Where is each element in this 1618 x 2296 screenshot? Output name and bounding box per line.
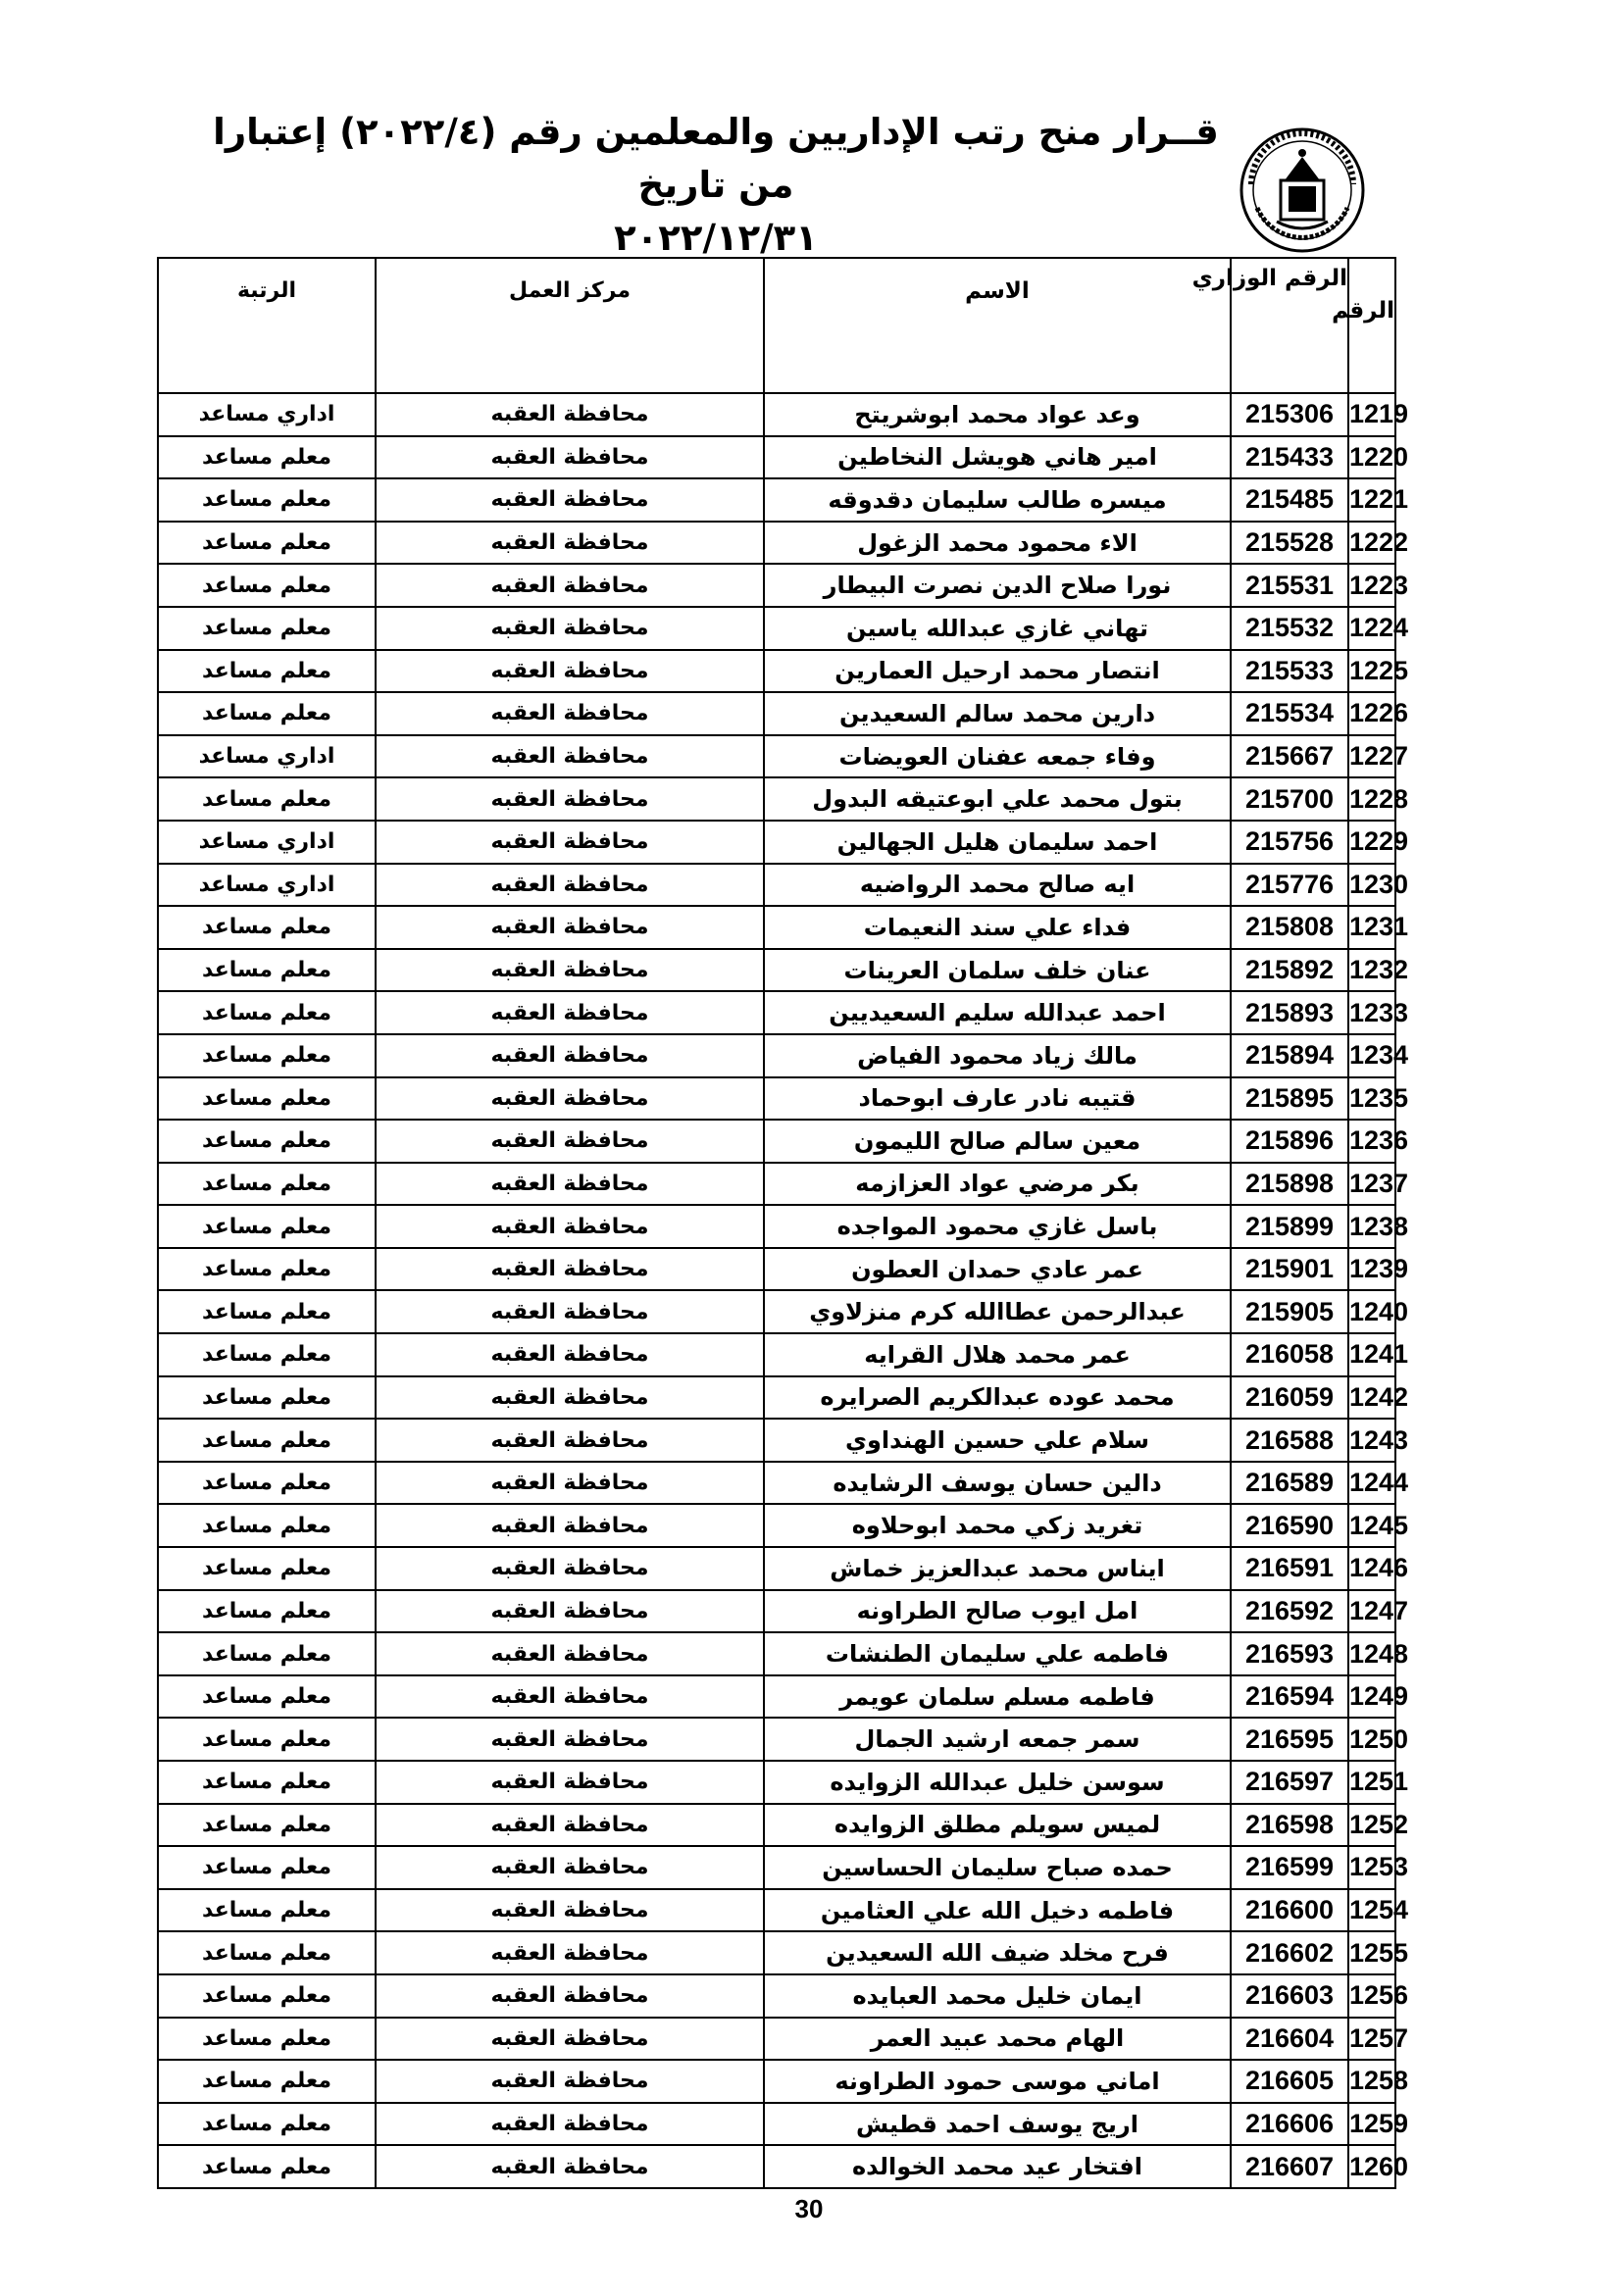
cell-no: 1257 bbox=[1348, 2018, 1395, 2061]
cell-work-center: محافظة العقبه bbox=[376, 821, 764, 864]
cell-ministerial-no: 215531 bbox=[1231, 564, 1348, 607]
cell-ministerial-no: 215895 bbox=[1231, 1077, 1348, 1121]
cell-work-center: محافظة العقبه bbox=[376, 1718, 764, 1761]
cell-rank: معلم مساعد bbox=[158, 1974, 376, 2018]
cell-ministerial-no: 216603 bbox=[1231, 1974, 1348, 2018]
cell-work-center: محافظة العقبه bbox=[376, 735, 764, 778]
cell-work-center: محافظة العقبه bbox=[376, 906, 764, 949]
cell-name: باسل غازي محمود المواجده bbox=[764, 1205, 1231, 1248]
cell-work-center: محافظة العقبه bbox=[376, 1034, 764, 1077]
cell-no: 1249 bbox=[1348, 1675, 1395, 1719]
cell-no: 1245 bbox=[1348, 1504, 1395, 1547]
table-row bbox=[158, 1462, 1395, 1505]
table-row bbox=[158, 1376, 1395, 1420]
cell-name: عبدالرحمن عطاالله كرم منزلاوي bbox=[764, 1290, 1231, 1333]
cell-work-center: محافظة العقبه bbox=[376, 1889, 764, 1932]
cell-name: فاطمه علي سليمان الطنشات bbox=[764, 1632, 1231, 1675]
cell-ministerial-no: 216606 bbox=[1231, 2103, 1348, 2146]
cell-no: 1255 bbox=[1348, 1931, 1395, 1974]
cell-work-center: محافظة العقبه bbox=[376, 1590, 764, 1633]
cell-ministerial-no: 216598 bbox=[1231, 1804, 1348, 1847]
cell-work-center: محافظة العقبه bbox=[376, 991, 764, 1034]
cell-rank: معلم مساعد bbox=[158, 2103, 376, 2146]
cell-no: 1233 bbox=[1348, 991, 1395, 1034]
cell-no: 1219 bbox=[1348, 393, 1395, 436]
table-row bbox=[158, 1205, 1395, 1248]
cell-name: عمر عادي حمدان العطون bbox=[764, 1248, 1231, 1291]
cell-work-center: محافظة العقبه bbox=[376, 1205, 764, 1248]
cell-name: ايه صالح محمد الرواضيه bbox=[764, 864, 1231, 907]
cell-rank: معلم مساعد bbox=[158, 478, 376, 522]
table-row bbox=[158, 2060, 1395, 2103]
cell-work-center: محافظة العقبه bbox=[376, 2103, 764, 2146]
cell-ministerial-no: 216059 bbox=[1231, 1376, 1348, 1420]
cell-ministerial-no: 215306 bbox=[1231, 393, 1348, 436]
cell-work-center: محافظة العقبه bbox=[376, 1419, 764, 1462]
cell-work-center: محافظة العقبه bbox=[376, 1248, 764, 1291]
cell-no: 1256 bbox=[1348, 1974, 1395, 2018]
cell-name: ميسره طالب سليمان دقدوقه bbox=[764, 478, 1231, 522]
cell-work-center: محافظة العقبه bbox=[376, 1931, 764, 1974]
cell-rank: معلم مساعد bbox=[158, 1846, 376, 1889]
table-row bbox=[158, 821, 1395, 864]
cell-work-center: محافظة العقبه bbox=[376, 2145, 764, 2188]
table-row bbox=[158, 650, 1395, 693]
table-row bbox=[158, 478, 1395, 522]
cell-no: 1254 bbox=[1348, 1889, 1395, 1932]
cell-work-center: محافظة العقبه bbox=[376, 692, 764, 735]
table-row bbox=[158, 777, 1395, 821]
cell-ministerial-no: 216595 bbox=[1231, 1718, 1348, 1761]
cell-work-center: محافظة العقبه bbox=[376, 1804, 764, 1847]
cell-no: 1250 bbox=[1348, 1718, 1395, 1761]
cell-ministerial-no: 215899 bbox=[1231, 1205, 1348, 1248]
table-row bbox=[158, 522, 1395, 565]
table-row bbox=[158, 1333, 1395, 1376]
cell-name: ايناس محمد عبدالعزيز خماش bbox=[764, 1547, 1231, 1590]
table-row bbox=[158, 1547, 1395, 1590]
cell-name: اماني موسى حمود الطراونه bbox=[764, 2060, 1231, 2103]
table-row bbox=[158, 1290, 1395, 1333]
cell-rank: معلم مساعد bbox=[158, 1889, 376, 1932]
cell-rank: معلم مساعد bbox=[158, 1761, 376, 1804]
promotions-table-container bbox=[157, 257, 1409, 2181]
cell-rank: معلم مساعد bbox=[158, 2018, 376, 2061]
cell-name: احمد عبدالله سليم السعيديين bbox=[764, 991, 1231, 1034]
cell-name: معين سالم صالح الليمون bbox=[764, 1120, 1231, 1163]
cell-ministerial-no: 216592 bbox=[1231, 1590, 1348, 1633]
cell-work-center: محافظة العقبه bbox=[376, 777, 764, 821]
cell-no: 1224 bbox=[1348, 607, 1395, 650]
cell-rank: معلم مساعد bbox=[158, 1290, 376, 1333]
cell-no: 1222 bbox=[1348, 522, 1395, 565]
cell-rank: معلم مساعد bbox=[158, 1163, 376, 1206]
table-row bbox=[158, 1120, 1395, 1163]
cell-ministerial-no: 216590 bbox=[1231, 1504, 1348, 1547]
cell-ministerial-no: 216058 bbox=[1231, 1333, 1348, 1376]
cell-work-center: محافظة العقبه bbox=[376, 564, 764, 607]
cell-rank: معلم مساعد bbox=[158, 607, 376, 650]
cell-name: نورا صلاح الدين نصرت البيطار bbox=[764, 564, 1231, 607]
cell-no: 1237 bbox=[1348, 1163, 1395, 1206]
cell-ministerial-no: 216588 bbox=[1231, 1419, 1348, 1462]
cell-work-center: محافظة العقبه bbox=[376, 2060, 764, 2103]
table-row bbox=[158, 949, 1395, 992]
table-row bbox=[158, 2145, 1395, 2188]
cell-rank: معلم مساعد bbox=[158, 1205, 376, 1248]
table-row bbox=[158, 1761, 1395, 1804]
cell-name: احمد سليمان هليل الجهالين bbox=[764, 821, 1231, 864]
table-row bbox=[158, 1632, 1395, 1675]
table-row bbox=[158, 607, 1395, 650]
header-rank: الرتبة bbox=[158, 258, 376, 393]
table-row bbox=[158, 906, 1395, 949]
cell-work-center: محافظة العقبه bbox=[376, 1846, 764, 1889]
cell-work-center: محافظة العقبه bbox=[376, 1120, 764, 1163]
cell-ministerial-no: 215528 bbox=[1231, 522, 1348, 565]
table-row bbox=[158, 735, 1395, 778]
cell-rank: اداري مساعد bbox=[158, 393, 376, 436]
cell-work-center: محافظة العقبه bbox=[376, 607, 764, 650]
cell-no: 1223 bbox=[1348, 564, 1395, 607]
cell-ministerial-no: 215534 bbox=[1231, 692, 1348, 735]
cell-work-center: محافظة العقبه bbox=[376, 1974, 764, 2018]
cell-name: فاطمه مسلم سلمان عويمر bbox=[764, 1675, 1231, 1719]
cell-ministerial-no: 215893 bbox=[1231, 991, 1348, 1034]
cell-name: بتول محمد علي ابوعتيقه البدول bbox=[764, 777, 1231, 821]
cell-no: 1240 bbox=[1348, 1290, 1395, 1333]
cell-work-center: محافظة العقبه bbox=[376, 1675, 764, 1719]
table-row bbox=[158, 2018, 1395, 2061]
cell-name: دالين حسان يوسف الرشايده bbox=[764, 1462, 1231, 1505]
cell-work-center: محافظة العقبه bbox=[376, 522, 764, 565]
cell-no: 1227 bbox=[1348, 735, 1395, 778]
cell-work-center: محافظة العقبه bbox=[376, 864, 764, 907]
cell-rank: معلم مساعد bbox=[158, 2060, 376, 2103]
cell-name: دارين محمد سالم السعيدين bbox=[764, 692, 1231, 735]
cell-no: 1220 bbox=[1348, 436, 1395, 479]
table-row bbox=[158, 1675, 1395, 1719]
title-line-1: قــرار منح رتب الإداريين والمعلمين رقم (٢٠٢٢/٤) إعتبارا من تاريخ bbox=[213, 111, 1219, 206]
cell-work-center: محافظة العقبه bbox=[376, 1333, 764, 1376]
cell-rank: اداري مساعد bbox=[158, 864, 376, 907]
cell-work-center: محافظة العقبه bbox=[376, 2018, 764, 2061]
cell-no: 1236 bbox=[1348, 1120, 1395, 1163]
cell-name: فداء علي سند النعيمات bbox=[764, 906, 1231, 949]
cell-no: 1241 bbox=[1348, 1333, 1395, 1376]
table-row bbox=[158, 1504, 1395, 1547]
cell-work-center: محافظة العقبه bbox=[376, 1163, 764, 1206]
cell-ministerial-no: 215776 bbox=[1231, 864, 1348, 907]
cell-name: قتيبه نادر عارف ابوحماد bbox=[764, 1077, 1231, 1121]
cell-no: 1235 bbox=[1348, 1077, 1395, 1121]
cell-ministerial-no: 216600 bbox=[1231, 1889, 1348, 1932]
cell-rank: معلم مساعد bbox=[158, 522, 376, 565]
cell-name: حمده صباح سليمان الحساسين bbox=[764, 1846, 1231, 1889]
cell-rank: معلم مساعد bbox=[158, 1931, 376, 1974]
cell-work-center: محافظة العقبه bbox=[376, 1547, 764, 1590]
cell-rank: معلم مساعد bbox=[158, 1034, 376, 1077]
cell-name: تهاني غازي عبدالله ياسين bbox=[764, 607, 1231, 650]
cell-ministerial-no: 215905 bbox=[1231, 1290, 1348, 1333]
cell-name: وفاء جمعه عفنان العويضات bbox=[764, 735, 1231, 778]
table-row bbox=[158, 1804, 1395, 1847]
ministry-seal-emblem bbox=[1238, 125, 1367, 255]
cell-no: 1248 bbox=[1348, 1632, 1395, 1675]
cell-no: 1244 bbox=[1348, 1462, 1395, 1505]
table-header-row bbox=[158, 258, 1395, 393]
cell-rank: معلم مساعد bbox=[158, 564, 376, 607]
table-row bbox=[158, 1419, 1395, 1462]
cell-name: امل ايوب صالح الطراونه bbox=[764, 1590, 1231, 1633]
cell-rank: اداري مساعد bbox=[158, 735, 376, 778]
cell-ministerial-no: 216589 bbox=[1231, 1462, 1348, 1505]
cell-no: 1259 bbox=[1348, 2103, 1395, 2146]
table-row bbox=[158, 436, 1395, 479]
cell-no: 1221 bbox=[1348, 478, 1395, 522]
cell-rank: معلم مساعد bbox=[158, 1333, 376, 1376]
cell-no: 1243 bbox=[1348, 1419, 1395, 1462]
table-row bbox=[158, 1718, 1395, 1761]
cell-no: 1225 bbox=[1348, 650, 1395, 693]
cell-name: محمد عوده عبدالكريم الصرايره bbox=[764, 1376, 1231, 1420]
cell-no: 1251 bbox=[1348, 1761, 1395, 1804]
cell-no: 1252 bbox=[1348, 1804, 1395, 1847]
cell-ministerial-no: 215808 bbox=[1231, 906, 1348, 949]
cell-no: 1242 bbox=[1348, 1376, 1395, 1420]
cell-ministerial-no: 216604 bbox=[1231, 2018, 1348, 2061]
cell-no: 1228 bbox=[1348, 777, 1395, 821]
cell-rank: معلم مساعد bbox=[158, 1632, 376, 1675]
cell-name: لميس سويلم مطلق الزوايده bbox=[764, 1804, 1231, 1847]
cell-ministerial-no: 215485 bbox=[1231, 478, 1348, 522]
cell-work-center: محافظة العقبه bbox=[376, 393, 764, 436]
table-row bbox=[158, 1931, 1395, 1974]
cell-work-center: محافظة العقبه bbox=[376, 650, 764, 693]
cell-rank: معلم مساعد bbox=[158, 1248, 376, 1291]
cell-no: 1246 bbox=[1348, 1547, 1395, 1590]
cell-ministerial-no: 215894 bbox=[1231, 1034, 1348, 1077]
cell-name: سمر جمعه ارشيد الجمال bbox=[764, 1718, 1231, 1761]
table-row bbox=[158, 864, 1395, 907]
cell-name: سوسن خليل عبدالله الزوايده bbox=[764, 1761, 1231, 1804]
cell-name: الهام محمد عبيد العمر bbox=[764, 2018, 1231, 2061]
cell-ministerial-no: 215892 bbox=[1231, 949, 1348, 992]
header-name: الاسم bbox=[764, 258, 1231, 393]
cell-ministerial-no: 215700 bbox=[1231, 777, 1348, 821]
cell-rank: معلم مساعد bbox=[158, 777, 376, 821]
document-title bbox=[196, 106, 1236, 265]
cell-no: 1232 bbox=[1348, 949, 1395, 992]
cell-work-center: محافظة العقبه bbox=[376, 1290, 764, 1333]
table-row bbox=[158, 1590, 1395, 1633]
cell-no: 1229 bbox=[1348, 821, 1395, 864]
table-row bbox=[158, 1248, 1395, 1291]
table-row bbox=[158, 1077, 1395, 1121]
table-row bbox=[158, 1163, 1395, 1206]
cell-rank: معلم مساعد bbox=[158, 1547, 376, 1590]
table-row bbox=[158, 1846, 1395, 1889]
cell-no: 1226 bbox=[1348, 692, 1395, 735]
cell-rank: معلم مساعد bbox=[158, 1718, 376, 1761]
cell-ministerial-no: 215667 bbox=[1231, 735, 1348, 778]
cell-name: بكر مرضي عواد العزازمه bbox=[764, 1163, 1231, 1206]
cell-name: عمر محمد هلال القرايه bbox=[764, 1333, 1231, 1376]
cell-ministerial-no: 216607 bbox=[1231, 2145, 1348, 2188]
table-row bbox=[158, 564, 1395, 607]
table-row bbox=[158, 393, 1395, 436]
cell-name: افتخار عيد محمد الخوالده bbox=[764, 2145, 1231, 2188]
cell-no: 1231 bbox=[1348, 906, 1395, 949]
cell-rank: معلم مساعد bbox=[158, 1419, 376, 1462]
cell-work-center: محافظة العقبه bbox=[376, 478, 764, 522]
cell-name: اريج يوسف احمد قطيش bbox=[764, 2103, 1231, 2146]
cell-work-center: محافظة العقبه bbox=[376, 1504, 764, 1547]
table-row bbox=[158, 2103, 1395, 2146]
cell-work-center: محافظة العقبه bbox=[376, 1632, 764, 1675]
cell-ministerial-no: 216593 bbox=[1231, 1632, 1348, 1675]
cell-no: 1239 bbox=[1348, 1248, 1395, 1291]
cell-no: 1253 bbox=[1348, 1846, 1395, 1889]
cell-rank: معلم مساعد bbox=[158, 1376, 376, 1420]
cell-name: الاء محمود محمد الزغول bbox=[764, 522, 1231, 565]
cell-work-center: محافظة العقبه bbox=[376, 436, 764, 479]
cell-ministerial-no: 215433 bbox=[1231, 436, 1348, 479]
cell-ministerial-no: 215756 bbox=[1231, 821, 1348, 864]
cell-rank: معلم مساعد bbox=[158, 1504, 376, 1547]
cell-rank: معلم مساعد bbox=[158, 991, 376, 1034]
cell-no: 1247 bbox=[1348, 1590, 1395, 1633]
header-ministerial-no: الرقم الوزاري bbox=[1231, 258, 1348, 393]
cell-rank: معلم مساعد bbox=[158, 692, 376, 735]
cell-rank: معلم مساعد bbox=[158, 1675, 376, 1719]
cell-rank: معلم مساعد bbox=[158, 1804, 376, 1847]
cell-name: عنان خلف سلمان العرينات bbox=[764, 949, 1231, 992]
title-line-2: ٢٠٢٢/١٢/٣١ bbox=[614, 217, 818, 259]
cell-name: سلام علي حسين الهنداوي bbox=[764, 1419, 1231, 1462]
cell-ministerial-no: 216599 bbox=[1231, 1846, 1348, 1889]
cell-no: 1238 bbox=[1348, 1205, 1395, 1248]
cell-name: امير هاني هويشل النخاطين bbox=[764, 436, 1231, 479]
cell-rank: معلم مساعد bbox=[158, 1120, 376, 1163]
table-row bbox=[158, 991, 1395, 1034]
cell-rank: معلم مساعد bbox=[158, 1590, 376, 1633]
cell-name: تغريد زكي محمد ابوحلاوه bbox=[764, 1504, 1231, 1547]
cell-work-center: محافظة العقبه bbox=[376, 949, 764, 992]
cell-ministerial-no: 216602 bbox=[1231, 1931, 1348, 1974]
table-row bbox=[158, 692, 1395, 735]
cell-ministerial-no: 215898 bbox=[1231, 1163, 1348, 1206]
cell-ministerial-no: 215896 bbox=[1231, 1120, 1348, 1163]
cell-ministerial-no: 215532 bbox=[1231, 607, 1348, 650]
cell-name: ايمان خليل محمد العبايده bbox=[764, 1974, 1231, 2018]
cell-no: 1234 bbox=[1348, 1034, 1395, 1077]
cell-rank: معلم مساعد bbox=[158, 1077, 376, 1121]
table-body bbox=[158, 393, 1409, 2188]
cell-rank: معلم مساعد bbox=[158, 906, 376, 949]
cell-ministerial-no: 215901 bbox=[1231, 1248, 1348, 1291]
cell-rank: معلم مساعد bbox=[158, 650, 376, 693]
cell-ministerial-no: 216597 bbox=[1231, 1761, 1348, 1804]
cell-name: فرح مخلد ضيف الله السعيدين bbox=[764, 1931, 1231, 1974]
promotions-table bbox=[157, 257, 1409, 2189]
cell-no: 1258 bbox=[1348, 2060, 1395, 2103]
cell-ministerial-no: 216605 bbox=[1231, 2060, 1348, 2103]
cell-rank: معلم مساعد bbox=[158, 949, 376, 992]
cell-rank: معلم مساعد bbox=[158, 2145, 376, 2188]
cell-work-center: محافظة العقبه bbox=[376, 1077, 764, 1121]
page-number: 30 bbox=[794, 2194, 824, 2223]
table-row bbox=[158, 1974, 1395, 2018]
cell-work-center: محافظة العقبه bbox=[376, 1761, 764, 1804]
cell-no: 1230 bbox=[1348, 864, 1395, 907]
cell-no: 1260 bbox=[1348, 2145, 1395, 2188]
table-row bbox=[158, 1034, 1395, 1077]
header-work-center: مركز العمل bbox=[376, 258, 764, 393]
cell-rank: معلم مساعد bbox=[158, 1462, 376, 1505]
cell-ministerial-no: 215533 bbox=[1231, 650, 1348, 693]
cell-ministerial-no: 216591 bbox=[1231, 1547, 1348, 1590]
cell-rank: معلم مساعد bbox=[158, 436, 376, 479]
cell-work-center: محافظة العقبه bbox=[376, 1376, 764, 1420]
cell-name: وعد عواد محمد ابوشريتح bbox=[764, 393, 1231, 436]
header-no: الرقم bbox=[1348, 258, 1395, 393]
cell-rank: اداري مساعد bbox=[158, 821, 376, 864]
cell-name: مالك زياد محمود الفياض bbox=[764, 1034, 1231, 1077]
cell-name: انتصار محمد ارحيل العمارين bbox=[764, 650, 1231, 693]
cell-ministerial-no: 216594 bbox=[1231, 1675, 1348, 1719]
table-row bbox=[158, 1889, 1395, 1932]
cell-work-center: محافظة العقبه bbox=[376, 1462, 764, 1505]
cell-name: فاطمه دخيل الله علي العثامين bbox=[764, 1889, 1231, 1932]
